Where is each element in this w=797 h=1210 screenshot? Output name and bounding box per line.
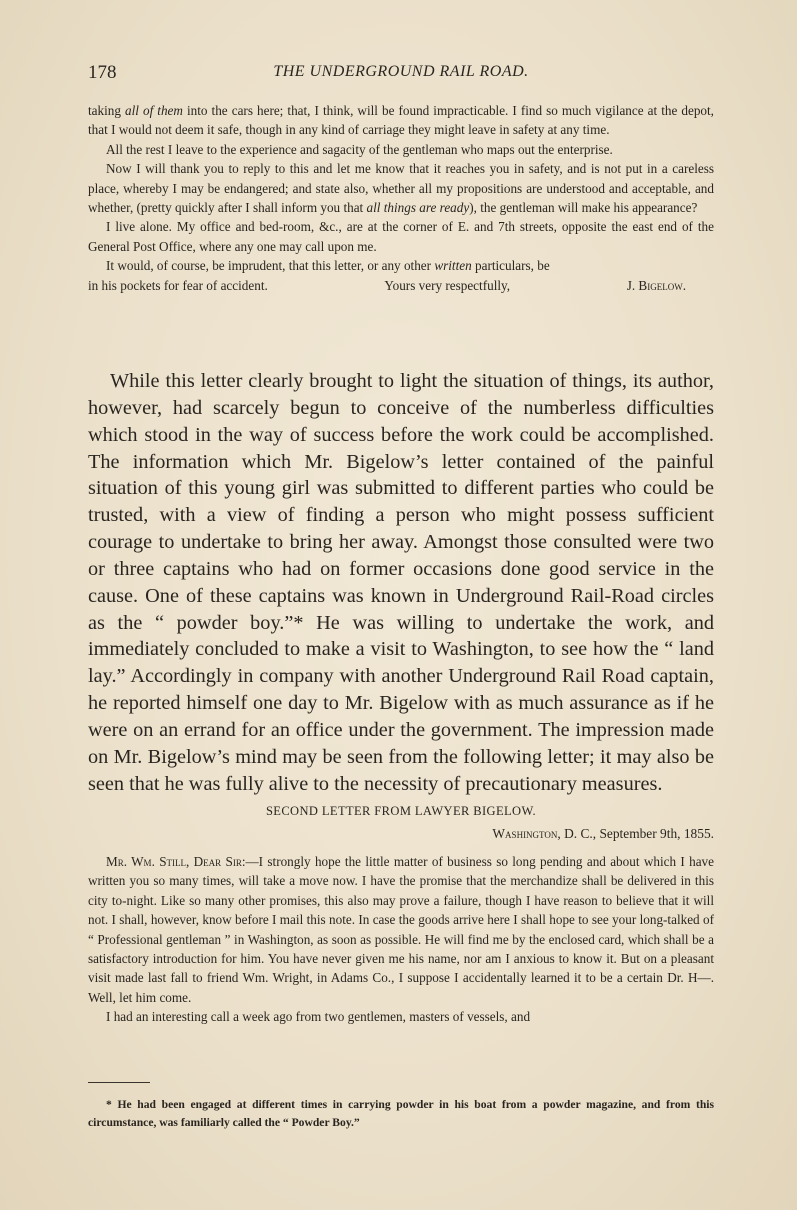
letter-paragraph: Mr. Wm. Still, Dear Sir:—I strongly hope the little matter of business so long pending and about which I have written you so many times, will take a move now. I have the promise that the merchandize shall be delivered in this city to-night. Like so many other promises, this also may prove a failure, though I have reason to believe that it will not. I shall, however, know before I mail this note. In case the goods arrive here I shall hope to see your long-talked of “ Professional gentleman ” in Washington, as soon as possible. He will find me by the enclosed card, which shall be a satisfactory introduction for him. You have never given me his name, nor am I anxious to know it. But on a pleasant visit made last fall to friend Wm. Wright, in Adams Co., I suppose I accidentally learned it to be a certain Dr. H—. Well, let him come. xyxy=(88,854,714,1005)
letter-paragraph: I had an interesting call a week ago from two gentlemen, masters of vessels, and xyxy=(106,1009,531,1025)
running-title: THE UNDERGROUND RAIL ROAD. xyxy=(273,63,529,80)
footnote: * He had been engaged at different times in carrying powder in his boat from a powder magazine, and from this circumstance, was familiarly called the “ Powder Boy.” xyxy=(88,1098,714,1129)
footnote-rule xyxy=(88,1082,150,1083)
closing-line: in his pockets for fear of accident. Yours very respectfully, J. Bigelow. xyxy=(88,276,714,295)
narrative-paragraph: While this letter clearly brought to light the situation of things, its author, however, had scarcely begun to conceive of the numberless difficulties which stood in the way of success before the work could be accomplished. The information which Mr. Bigelow’s letter contained of the painful situation of this young girl was submitted to different parties who could be trusted, with a view of finding a person who might possess sufficient courage to undertake to bring her away. Amongst those consulted were two or three captains who had on former occasions done good service in the cause. One of these captains was known in Underground Rail-Road circles as the “ powder boy.”* He was willing to undertake the work, and immediately concluded to make a visit to Washington, to see how the “ land lay.” Accordingly in company with another Underground Rail Road captain, he reported himself one day to Mr. Bigelow with as much assurance as if he were on an errand for an office under the government. The impression made on Mr. Bigelow’s mind may be seen from the following letter; it may also be seen that he was fully alive to the necessity of precautionary measures. xyxy=(88,370,714,795)
letter-paragraph: I live alone. My office and bed-room, &c., are at the corner of E. and 7th streets, opposite the east end of the General Post Office, where any one may call upon me. xyxy=(88,219,714,254)
first-letter-continuation xyxy=(88,101,714,295)
letter-heading: SECOND LETTER FROM LAWYER BIGELOW. xyxy=(265,804,537,818)
letter-paragraph: taking all of them into the cars here; that, I think, will be found impracticable. I find so much vigilance at the depot, that I would not deem it safe, though in any kind of carriage they might leave in safety at any time. xyxy=(88,103,714,138)
salutation: Mr. Wm. Still, Dear Sir xyxy=(106,854,242,869)
second-letter-body xyxy=(88,852,714,1027)
letter-dateline: Washington, D. C., September 9th, 1855. xyxy=(492,826,714,841)
narrative-text xyxy=(88,368,714,798)
page-number: 178 xyxy=(88,62,117,83)
letter-paragraph: All the rest I leave to the experience and sagacity of the gentleman who maps out the enterprise. xyxy=(106,141,613,157)
signature: J. Bigelow. xyxy=(626,277,686,293)
letter-paragraph: Now I will thank you to reply to this and let me know that it reaches you in safety, and is not put in a careless place, whereby I may be endangered; and state also, whether all my propositions are understood and acceptable, and whether, (pretty quickly after I shall inform you that all things are ready), the gentleman will make his appearance? xyxy=(88,161,714,216)
letter-paragraph: It would, of course, be imprudent, that this letter, or any other written particulars, be xyxy=(106,258,550,274)
page-header xyxy=(88,60,714,90)
